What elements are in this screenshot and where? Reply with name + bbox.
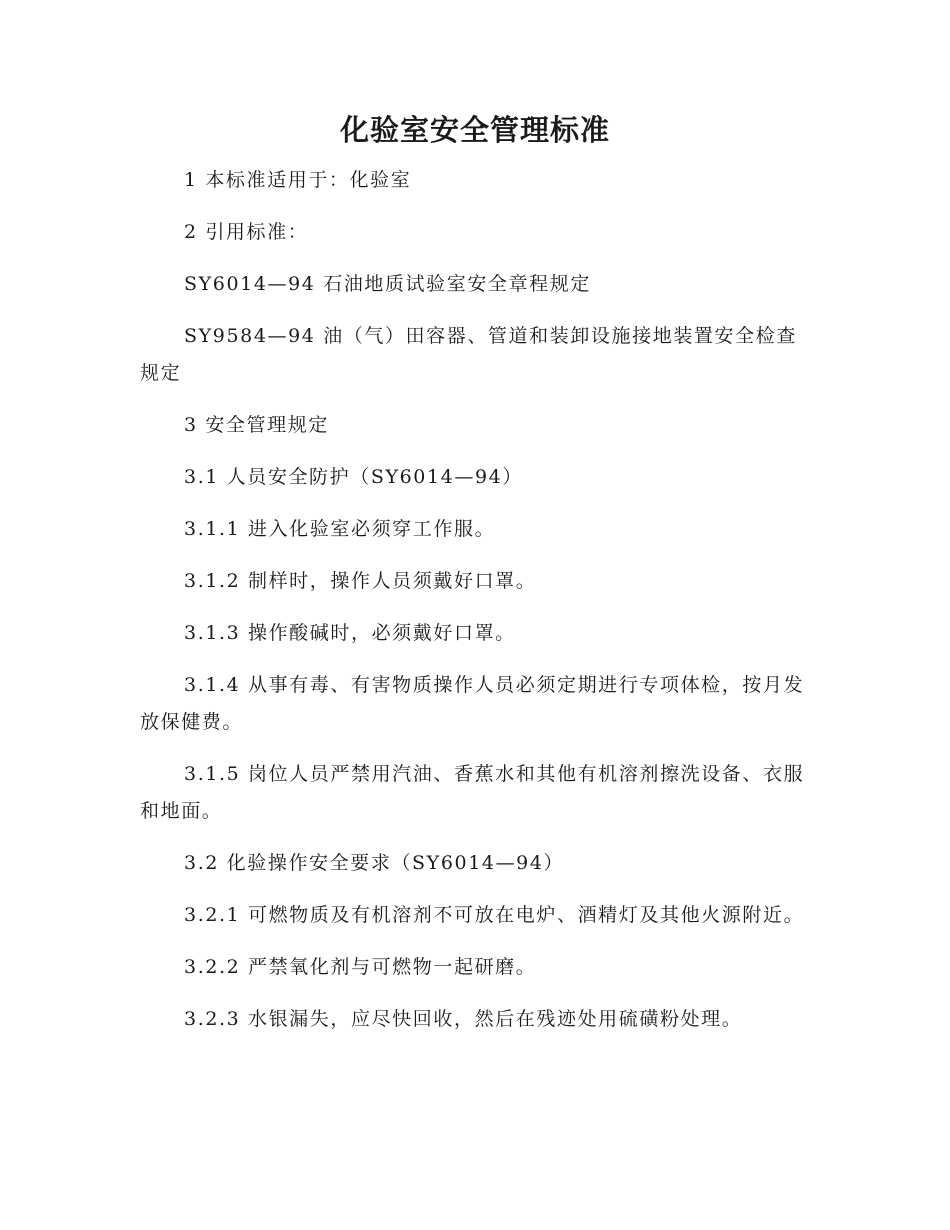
paragraph-standard-sy6014: SY6014—94 石油地质试验室安全章程规定 — [184, 273, 591, 295]
paragraph-section-3-2: 3.2 化验操作安全要求（SY6014—94） — [184, 852, 565, 874]
paragraph-referenced-standards: 2 引用标准： — [184, 221, 309, 243]
paragraph-scope: 1 本标准适用于：化验室 — [184, 169, 412, 191]
document-body — [140, 162, 808, 1053]
paragraph-3-1-2: 3.1.2 制样时，操作人员须戴好口罩。 — [184, 570, 537, 592]
paragraph-3-1-1: 3.1.1 进入化验室必须穿工作服。 — [184, 518, 496, 540]
paragraph-3-2-2: 3.2.2 严禁氧化剂与可燃物一起研磨。 — [184, 956, 537, 978]
paragraph-section-3-1: 3.1 人员安全防护（SY6014—94） — [184, 466, 523, 488]
paragraph-section-3: 3 安全管理规定 — [184, 414, 329, 436]
paragraph-3-1-4: 3.1.4 从事有毒、有害物质操作人员必须定期进行专项体检，按月发放保健费。 — [140, 674, 805, 733]
paragraph-3-1-5: 3.1.5 岗位人员严禁用汽油、香蕉水和其他有机溶剂擦洗设备、衣服和地面。 — [140, 763, 805, 822]
document-title: 化验室安全管理标准 — [339, 113, 610, 147]
paragraph-3-1-3: 3.1.3 操作酸碱时，必须戴好口罩。 — [184, 622, 516, 644]
paragraph-standard-sy9584: SY9584—94 油（气）田容器、管道和装卸设施接地装置安全检查规定 — [140, 325, 797, 384]
paragraph-3-2-3: 3.2.3 水银漏失，应尽快回收，然后在残迹处用硫磺粉处理。 — [184, 1008, 743, 1030]
paragraph-3-2-1: 3.2.1 可燃物质及有机溶剂不可放在电炉、酒精灯及其他火源附近。 — [184, 904, 805, 926]
